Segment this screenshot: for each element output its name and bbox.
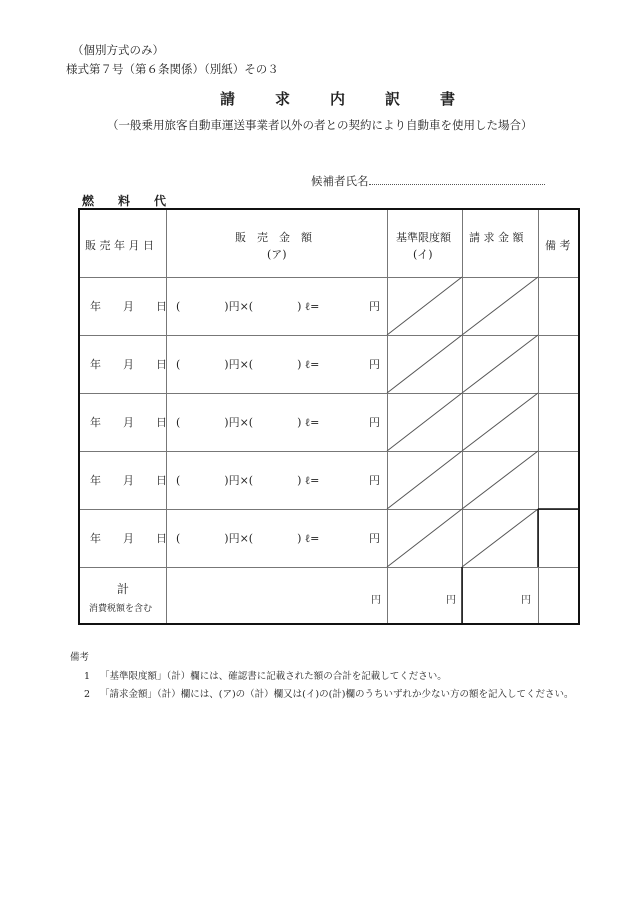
note-item <box>84 668 447 682</box>
candidate-name-field[interactable] <box>369 184 545 185</box>
header-sale-amount-sub: (ア) <box>267 248 287 261</box>
note-item <box>84 686 574 700</box>
total-limit-yen[interactable]: 円 <box>446 595 456 606</box>
row-amount[interactable]: ( )円×( ) ℓ= <box>176 416 320 429</box>
form-number: 様式第７号（第６条関係）（別紙）その３ <box>66 62 279 76</box>
header-sale-date: 販 売 年 月 日 <box>85 239 154 252</box>
section-char: 燃 <box>82 194 95 208</box>
title-char: 請 <box>220 90 236 108</box>
row-date[interactable]: 年 月 日 <box>90 358 167 371</box>
header-remarks: 備 考 <box>545 239 571 252</box>
section-char: 代 <box>154 194 167 208</box>
row-yen: 円 <box>369 358 380 371</box>
title-char: 訳 <box>385 90 401 108</box>
row-amount[interactable]: ( )円×( ) ℓ= <box>176 532 320 545</box>
total-claim-yen[interactable]: 円 <box>521 595 531 606</box>
note-number: 1 <box>84 671 91 682</box>
row-amount[interactable]: ( )円×( ) ℓ= <box>176 358 320 371</box>
document-title <box>220 88 495 109</box>
row-date[interactable]: 年 月 日 <box>90 532 167 545</box>
form-prefix: （個別方式のみ） <box>72 43 164 57</box>
document-subtitle: （一般乗用旅客自動車運送事業者以外の者との契約により自動車を使用した場合） <box>107 118 533 132</box>
row-date[interactable]: 年 月 日 <box>90 474 167 487</box>
header-limit-sub: (イ) <box>413 248 433 261</box>
note-text: 「請求金額」（計）欄には、(ア)の（計）欄又は(イ)の(計)欄のうちいずれか少ない方の額を記入してください。 <box>100 689 574 700</box>
row-yen: 円 <box>369 300 380 313</box>
row-date[interactable]: 年 月 日 <box>90 416 167 429</box>
title-char: 書 <box>440 90 456 108</box>
section-char: 料 <box>118 194 131 208</box>
row-amount[interactable]: ( )円×( ) ℓ= <box>176 300 320 313</box>
section-title <box>82 192 190 209</box>
title-char: 求 <box>275 90 291 108</box>
note-text: 「基準限度額」（計）欄には、確認書に記載された額の合計を記載してください。 <box>100 671 447 682</box>
header-claim: 請 求 金 額 <box>469 231 524 244</box>
notes-title: 備考 <box>70 652 90 663</box>
total-tax-note: 消費税額を含む <box>89 604 153 614</box>
row-yen: 円 <box>369 474 380 487</box>
row-amount[interactable]: ( )円×( ) ℓ= <box>176 474 320 487</box>
candidate-name-label: 候補者氏名 <box>311 174 369 188</box>
note-number: 2 <box>84 689 91 700</box>
fuel-cost-table <box>78 208 580 625</box>
header-limit: 基準限度額 <box>396 231 451 244</box>
total-amount-yen[interactable]: 円 <box>371 595 381 606</box>
row-yen: 円 <box>369 416 380 429</box>
total-label: 計 <box>117 582 130 596</box>
header-sale-amount: 販 売 金 額 <box>235 231 312 244</box>
row-yen: 円 <box>369 532 380 545</box>
title-char: 内 <box>330 90 346 108</box>
row-date[interactable]: 年 月 日 <box>90 300 167 313</box>
